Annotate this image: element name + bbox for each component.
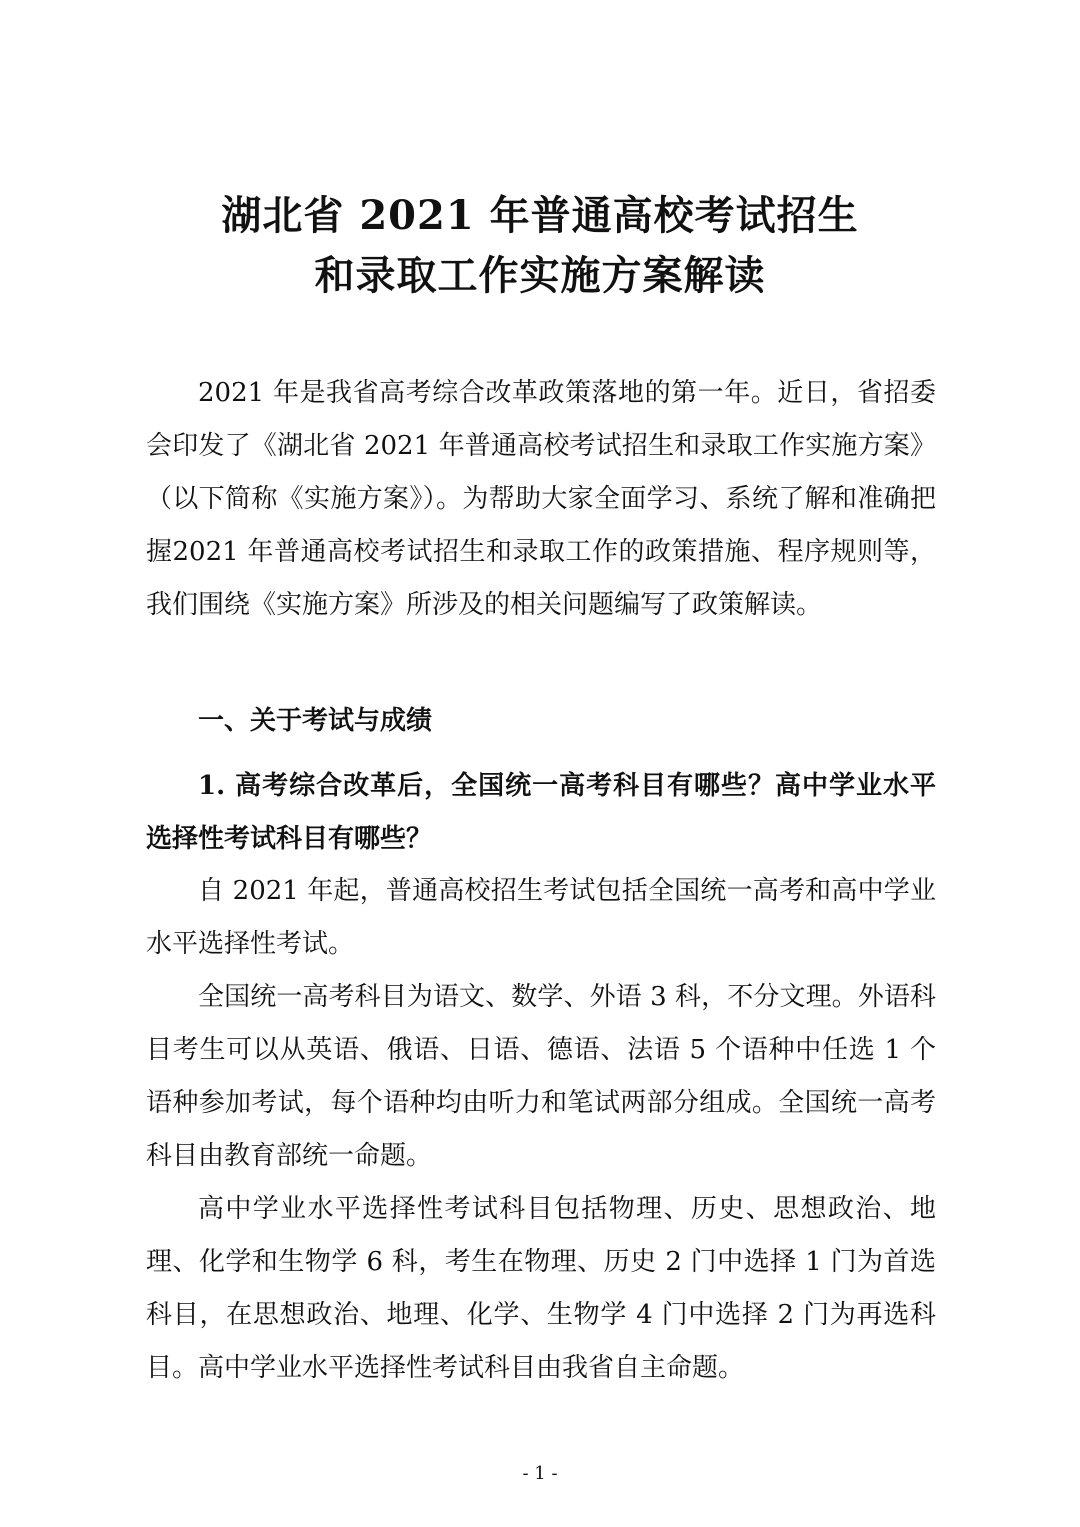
intro-paragraph: 2021 年是我省高考综合改革政策落地的第一年。近日，省招委会印发了《湖北省 2021 年普通高校考试招生和录取工作实施方案》（以下简称《实施方案》）。为帮助大家全面学习、系统了解和准确把握2021 年普通高校考试招生和录取工作的政策措施、程序规则等，我们围绕《实施方案》所涉及的相关问题编写了政策解读。	[146, 378, 936, 620]
intro-section	[146, 367, 936, 632]
page-number: - 1 -	[522, 1463, 558, 1484]
document-title-line1: 湖北省 2021 年普通高校考试招生	[221, 192, 859, 239]
document-title-line2: 和录取工作实施方案解读	[314, 252, 766, 299]
answer-paragraph: 高中学业水平选择性考试科目包括物理、历史、思想政治、地理、化学和生物学 6 科，考生在物理、历史 2 门中选择 1 门为首选科目，在思想政治、地理、化学、生物学 4 门中选择 2 门为再选科目。高中学业水平选择性考试科目由我省自主命题。	[146, 1194, 936, 1383]
answer-paragraph: 自 2021 年起，普通高校招生考试包括全国统一高考和高中学业水平选择性考试。	[146, 876, 936, 959]
question-heading: 1. 高考综合改革后，全国统一高考科目有哪些？高中学业水平选择性考试科目有哪些？	[146, 771, 936, 854]
answer-paragraph: 全国统一高考科目为语文、数学、外语 3 科，不分文理。外语科目考生可以从英语、俄语、日语、德语、法语 5 个语种中任选 1 个语种参加考试，每个语种均由听力和笔试两部分组成。全国统一高考科目由教育部统一命题。	[146, 982, 936, 1171]
section-heading: 一、关于考试与成绩	[198, 706, 433, 736]
answer-section	[146, 865, 936, 1395]
